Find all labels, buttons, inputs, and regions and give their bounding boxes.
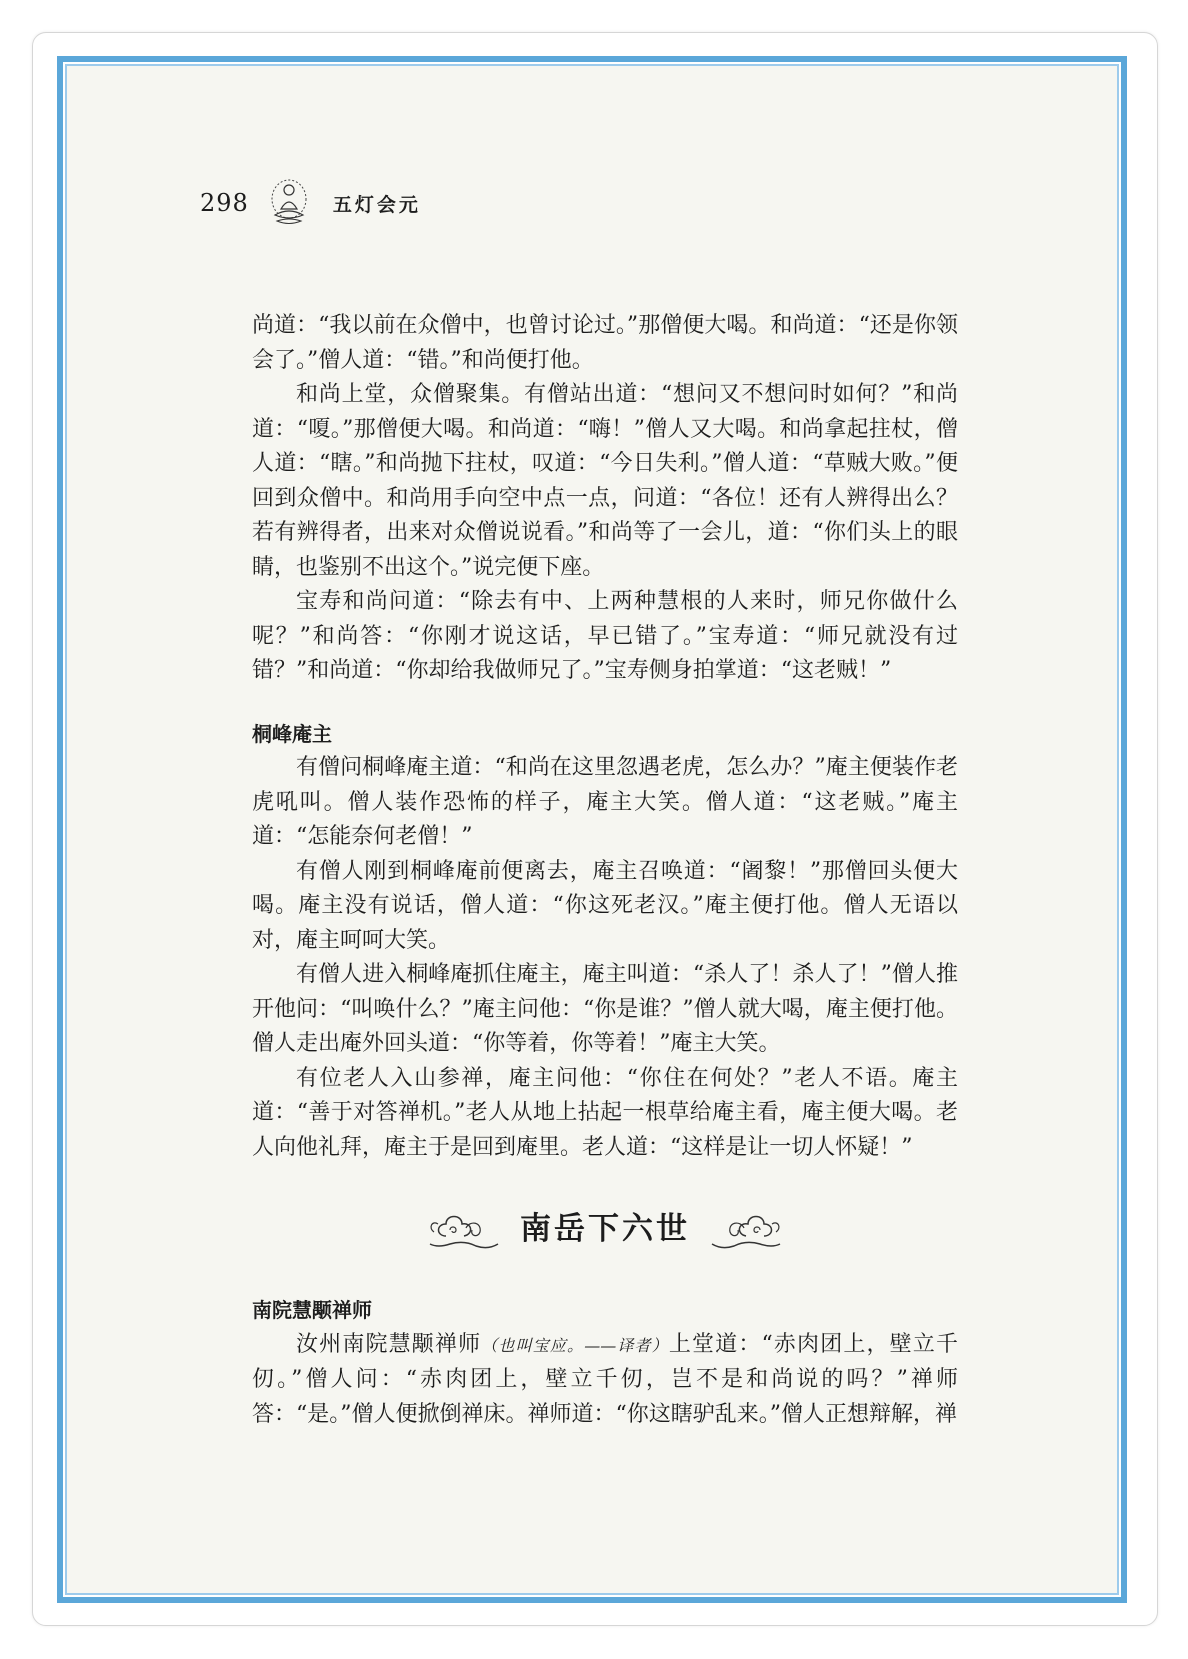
book-title: 五灯会元 — [332, 193, 421, 216]
translator-note: （也叫宝应。——译者） — [481, 1335, 669, 1355]
section-heading-tongfeng: 桐峰庵主 — [252, 721, 332, 746]
paragraph — [252, 1328, 958, 1433]
paragraph: 有僧人进入桐峰庵抓住庵主，庵主叫道：“杀人了！杀人了！”僧人推开他问：“叫唤什么？”庵主问他：“你是谁？”僧人就大喝，庵主便打他。僧人走出庵外回头道：“你等着，你等着！”庵主大笑。 — [252, 962, 958, 1056]
paragraph: 和尚上堂，众僧聚集。有僧站出道：“想问又不想问时如何？”和尚道：“嗄。”那僧便大喝。和尚道：“嗨！”僧人又大喝。和尚拿起拄杖，僧人道：“瞎。”和尚抛下拄杖，叹道：“今日失利。”僧人道：“草贼大败。”便回到众僧中。和尚用手向空中点一点，问道：“各位！还有人辨得出么？若有辨得者，出来对众僧说说看。”和尚等了一会儿，道：“你们头上的眼睛，也鉴别不出这个。”说完便下座。 — [252, 382, 958, 580]
paragraph: 有僧人刚到桐峰庵前便离去，庵主召唤道：“阇黎！”那僧回头便大喝。庵主没有说话，僧人道：“你这死老汉。”庵主便打他。僧人无语以对，庵主呵呵大笑。 — [252, 858, 958, 953]
paragraph-rest: 上堂道：“赤肉团上，壁立千仞。”僧人问：“赤肉团上，壁立千仞，岂不是和尚说的吗？”禅师答：“是。”僧人便掀倒禅床。禅师道：“你这瞎驴乱来。”僧人正想辩解，禅 — [252, 1331, 958, 1427]
chapter-title-block — [252, 1199, 958, 1259]
page-number: 298 — [200, 189, 249, 217]
paragraph: 有僧问桐峰庵主道：“和尚在这里忽遇老虎，怎么办？”庵主便装作老虎吼叫。僧人装作恐怖的样子，庵主大笑。僧人道：“这老贼。”庵主道：“怎能奈何老僧！” — [252, 755, 958, 849]
paragraph: 尚道：“我以前在众僧中，也曾讨论过。”那僧便大喝。和尚道：“还是你领会了。”僧人道：“错。”和尚便打他。 — [252, 313, 958, 373]
body-text — [252, 309, 958, 1432]
paragraph: 有位老人入山参禅，庵主问他：“你住在何处？”老人不语。庵主道：“善于对答禅机。”老人从地上拈起一根草给庵主看，庵主便大喝。老人向他礼拜，庵主于是回到庵里。老人道：“这样是让一切人怀疑！” — [252, 1065, 958, 1160]
section-heading-nanyuan: 南院慧颙禅师 — [252, 1298, 372, 1322]
paragraph: 宝寿和尚问道：“除去有中、上两种慧根的人来时，师兄你做什么呢？”和尚答：“你刚才说这话，早已错了。”宝寿道：“师兄就没有过错？”和尚道：“你却给我做师兄了。”宝寿侧身拍掌道：“这老贼！” — [252, 589, 958, 683]
page-header — [200, 178, 421, 228]
chapter-title: 南岳下六世 — [520, 1210, 690, 1247]
paragraph-start: 汝州南院慧颙禅师 — [296, 1331, 482, 1357]
cloud-ornament-right-icon — [708, 1206, 786, 1252]
buddha-icon — [267, 179, 311, 227]
cloud-ornament-left-icon — [424, 1206, 502, 1252]
